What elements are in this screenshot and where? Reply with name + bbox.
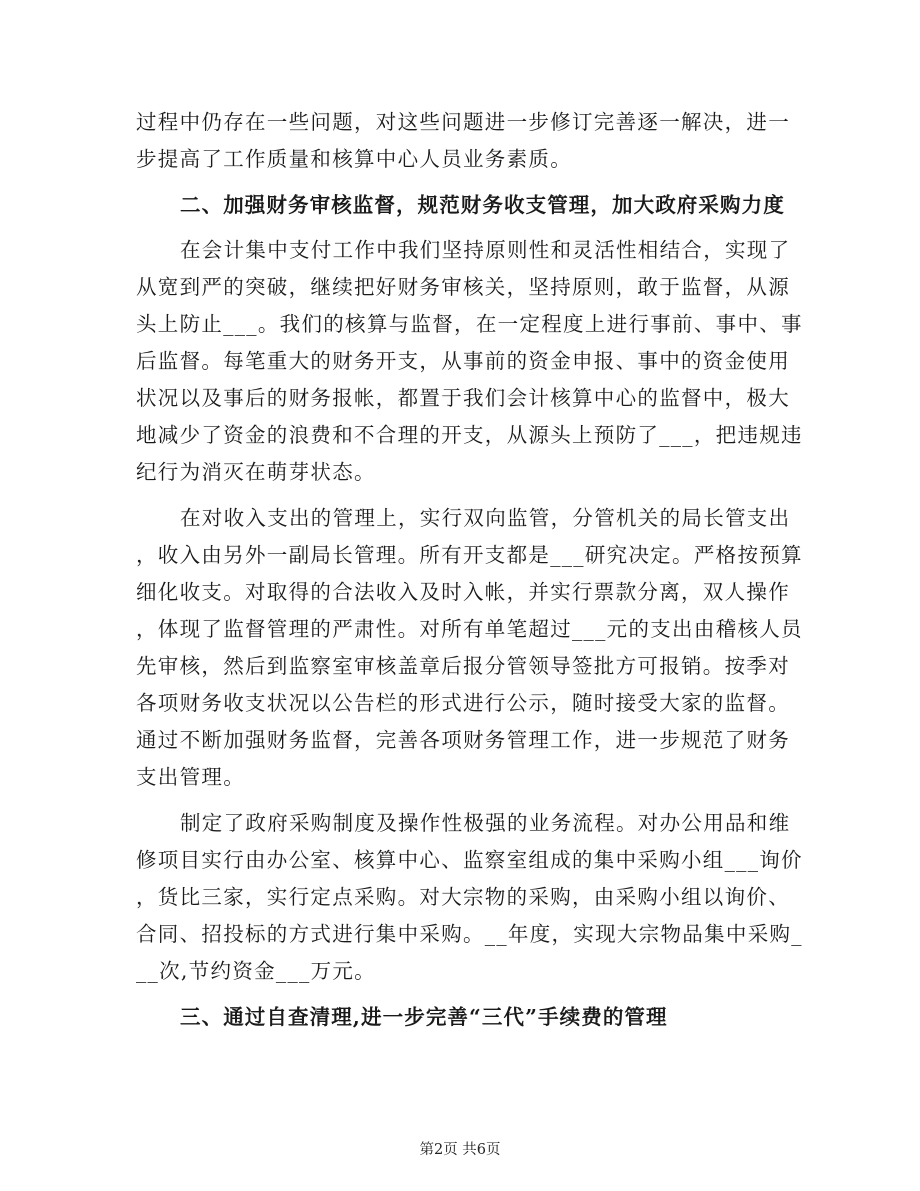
body-line: 支出管理。 [136,765,245,789]
body-line: 制定了政府采购制度及操作性极强的业务流程。对办公用品和维 [180,811,791,835]
body-line: 步提高了工作质量和核算中心人员业务素质。 [136,147,572,171]
body-line: 在会计集中支付工作中我们坚持原则性和灵活性相结合，实现了 [180,238,791,262]
body-line: 细化收支。对取得的合法收入及时入帐，并实行票款分离，双人操作 [136,580,790,604]
body-line: 修项目实行由办公室、核算中心、监察室组成的集中采购小组___询价 [136,848,803,872]
body-line: 后监督。每笔重大的财务开支，从事前的资金申报、事中的资金使用 [136,349,790,373]
body-line: __次,节约资金___万元。 [136,959,376,983]
body-line: ，体现了监督管理的严肃性。对所有单笔超过___元的支出由稽核人员 [136,617,803,641]
page-number: 第2页 共6页 [419,1142,501,1158]
body-line: ，收入由另外一副局长管理。所有开支都是___研究决定。严格按预算 [136,543,803,567]
body-line: 合同、招投标的方式进行集中采购。__年度，实现大宗物品集中采购_ [136,922,803,946]
section-heading-2: 二、加强财务审核监督，规范财务收支管理，加大政府采购力度 [180,193,785,217]
body-line: 从宽到严的突破，继续把好财务审核关，坚持原则，敢于监督，从源 [136,275,790,299]
body-line: ，货比三家，实行定点采购。对大宗物的采购，由采购小组以询价、 [136,885,790,909]
body-line: 在对收入支出的管理上，实行双向监管，分管机关的局长管支出 [180,506,791,530]
body-line: 过程中仍存在一些问题，对这些问题进一步修订完善逐一解决，进一 [136,110,790,134]
body-line: 各项财务收支状况以公告栏的形式进行公示，随时接受大家的监督。 [136,691,790,715]
section-heading-3: 三、通过自查清理,进一步完善“三代”手续费的管理 [180,1005,668,1029]
body-line: 纪行为消灭在萌芽状态。 [136,460,376,484]
body-line: 状况以及事后的财务报帐，都置于我们会计核算中心的监督中，极大 [136,386,790,410]
body-line: 地减少了资金的浪费和不合理的开支，从源头上预防了___，把违规违 [136,423,803,447]
body-line: 先审核，然后到监察室审核盖章后报分管领导签批方可报销。按季对 [136,654,790,678]
body-line: 头上防止___。我们的核算与监督，在一定程度上进行事前、事中、事 [136,312,803,336]
body-line: 通过不断加强财务监督，完善各项财务管理工作，进一步规范了财务 [136,728,790,752]
